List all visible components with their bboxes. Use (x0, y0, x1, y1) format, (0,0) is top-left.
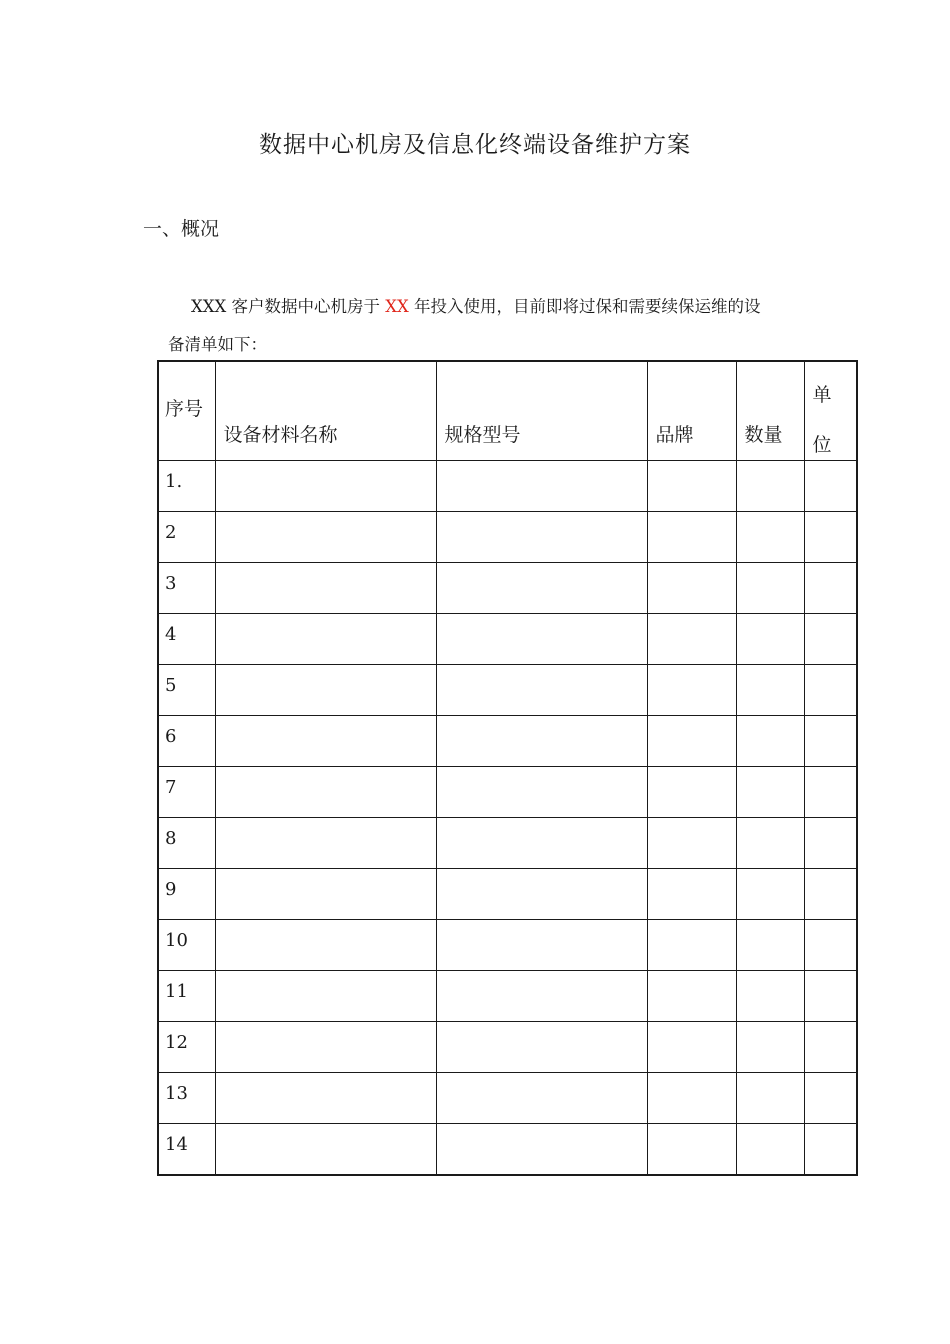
header-model: 规格型号 (436, 361, 647, 461)
cell-name[interactable] (215, 563, 436, 614)
cell-unit[interactable] (804, 1022, 857, 1073)
header-equipment-name: 设备材料名称 (215, 361, 436, 461)
cell-qty[interactable] (736, 818, 804, 869)
cell-brand[interactable] (647, 1124, 736, 1176)
cell-model-text (437, 971, 647, 981)
intro-year-placeholder: XX (385, 297, 409, 316)
table-row (158, 767, 857, 818)
cell-seq-text: 11 (165, 981, 188, 1002)
table-row (158, 563, 857, 614)
cell-brand-text (648, 1124, 736, 1134)
header-quantity: 数量 (736, 361, 804, 461)
cell-name-text (216, 767, 436, 777)
cell-name[interactable] (215, 920, 436, 971)
cell-name-text (216, 461, 436, 471)
cell-model[interactable] (436, 767, 647, 818)
cell-seq[interactable] (158, 1022, 215, 1073)
cell-model-text (437, 818, 647, 828)
cell-model-text (437, 614, 647, 624)
cell-seq-text: 6 (165, 726, 177, 747)
cell-model[interactable] (436, 614, 647, 665)
cell-brand[interactable] (647, 665, 736, 716)
cell-seq-text: 10 (165, 930, 188, 951)
cell-brand[interactable] (647, 920, 736, 971)
cell-model-text (437, 1022, 647, 1032)
cell-unit-text (805, 818, 857, 828)
cell-brand-text (648, 665, 736, 675)
header-brand: 品牌 (647, 361, 736, 461)
cell-name[interactable] (215, 1073, 436, 1124)
cell-seq-text: 5 (165, 675, 177, 696)
cell-brand[interactable] (647, 1022, 736, 1073)
cell-unit-text (805, 1022, 857, 1032)
cell-qty-text (737, 1124, 804, 1134)
cell-qty-text (737, 614, 804, 624)
cell-model[interactable] (436, 461, 647, 512)
table-body (158, 461, 857, 1176)
cell-unit-text (805, 767, 857, 777)
cell-brand-text (648, 1022, 736, 1032)
cell-unit[interactable] (804, 665, 857, 716)
cell-model-text (437, 1124, 647, 1134)
cell-unit[interactable] (804, 614, 857, 665)
document-title: 数据中心机房及信息化终端设备维护方案 (259, 132, 691, 158)
cell-qty-text (737, 920, 804, 930)
cell-model-text (437, 920, 647, 930)
cell-qty-text (737, 1073, 804, 1083)
cell-seq[interactable] (158, 767, 215, 818)
table-row (158, 716, 857, 767)
cell-name-text (216, 920, 436, 930)
cell-seq[interactable] (158, 818, 215, 869)
cell-seq[interactable] (158, 920, 215, 971)
cell-name[interactable] (215, 971, 436, 1022)
table-row (158, 1022, 857, 1073)
cell-name-text (216, 869, 436, 879)
cell-qty[interactable] (736, 767, 804, 818)
cell-model-text (437, 665, 647, 675)
cell-unit-text (805, 920, 857, 930)
cell-brand[interactable] (647, 614, 736, 665)
cell-seq[interactable] (158, 1124, 215, 1176)
cell-unit[interactable] (804, 920, 857, 971)
header-seq: 序号 (158, 361, 215, 461)
equipment-table (157, 360, 858, 1176)
cell-qty[interactable] (736, 461, 804, 512)
cell-model-text (437, 512, 647, 522)
table-row (158, 869, 857, 920)
cell-brand-text (648, 614, 736, 624)
cell-name-text (216, 716, 436, 726)
cell-qty-text (737, 869, 804, 879)
intro-paragraph-line-2: 备清单如下： (168, 335, 267, 354)
cell-name[interactable] (215, 869, 436, 920)
cell-name[interactable] (215, 461, 436, 512)
cell-seq-text: 1. (165, 471, 183, 492)
cell-unit[interactable] (804, 767, 857, 818)
section-heading-overview: 一、概况 (143, 218, 220, 240)
table-row (158, 971, 857, 1022)
cell-seq[interactable] (158, 512, 215, 563)
cell-model-text (437, 716, 647, 726)
cell-brand-text (648, 461, 736, 471)
cell-qty-text (737, 971, 804, 981)
cell-qty-text (737, 818, 804, 828)
cell-seq[interactable] (158, 716, 215, 767)
cell-name[interactable] (215, 716, 436, 767)
cell-brand[interactable] (647, 563, 736, 614)
cell-unit[interactable] (804, 563, 857, 614)
cell-name-text (216, 1073, 436, 1083)
cell-seq[interactable] (158, 461, 215, 512)
cell-model[interactable] (436, 512, 647, 563)
cell-brand[interactable] (647, 971, 736, 1022)
cell-unit-text (805, 971, 857, 981)
cell-unit-text (805, 512, 857, 522)
cell-model[interactable] (436, 869, 647, 920)
cell-brand-text (648, 563, 736, 573)
cell-model-text (437, 767, 647, 777)
cell-name-text (216, 1022, 436, 1032)
cell-name-text (216, 512, 436, 522)
cell-qty-text (737, 1022, 804, 1032)
cell-seq[interactable] (158, 869, 215, 920)
cell-qty[interactable] (736, 869, 804, 920)
cell-seq-text: 8 (165, 828, 177, 849)
cell-seq-text: 3 (165, 573, 177, 594)
cell-name[interactable] (215, 767, 436, 818)
table-row (158, 461, 857, 512)
cell-brand-text (648, 869, 736, 879)
cell-name[interactable] (215, 614, 436, 665)
cell-qty[interactable] (736, 920, 804, 971)
table-row (158, 1073, 857, 1124)
cell-seq-text: 7 (165, 777, 177, 798)
cell-model-text (437, 563, 647, 573)
cell-brand[interactable] (647, 1073, 736, 1124)
cell-qty-text (737, 716, 804, 726)
cell-brand[interactable] (647, 767, 736, 818)
cell-brand-text (648, 716, 736, 726)
table-row (158, 920, 857, 971)
cell-qty-text (737, 563, 804, 573)
cell-brand-text (648, 512, 736, 522)
cell-name-text (216, 818, 436, 828)
cell-seq-text: 14 (165, 1134, 188, 1155)
cell-qty-text (737, 461, 804, 471)
cell-seq-text: 2 (165, 522, 177, 543)
cell-name-text (216, 971, 436, 981)
table-row (158, 665, 857, 716)
cell-brand-text (648, 1073, 736, 1083)
cell-qty-text (737, 512, 804, 522)
cell-unit[interactable] (804, 512, 857, 563)
cell-brand-text (648, 971, 736, 981)
cell-seq-text: 13 (165, 1083, 188, 1104)
cell-seq[interactable] (158, 563, 215, 614)
cell-unit-text (805, 614, 857, 624)
table-row (158, 1124, 857, 1176)
cell-model-text (437, 869, 647, 879)
cell-brand[interactable] (647, 461, 736, 512)
header-unit: 单 位 (804, 361, 857, 461)
cell-seq[interactable] (158, 665, 215, 716)
cell-unit-text (805, 869, 857, 879)
cell-qty[interactable] (736, 512, 804, 563)
cell-model[interactable] (436, 1073, 647, 1124)
cell-brand[interactable] (647, 818, 736, 869)
cell-qty[interactable] (736, 665, 804, 716)
cell-qty-text (737, 767, 804, 777)
table-row (158, 614, 857, 665)
cell-unit[interactable] (804, 1124, 857, 1176)
cell-name-text (216, 614, 436, 624)
cell-model[interactable] (436, 563, 647, 614)
cell-qty[interactable] (736, 1073, 804, 1124)
cell-brand[interactable] (647, 512, 736, 563)
cell-seq[interactable] (158, 1073, 215, 1124)
table-header-row (158, 361, 857, 461)
cell-name[interactable] (215, 1124, 436, 1176)
cell-brand-text (648, 920, 736, 930)
cell-brand[interactable] (647, 869, 736, 920)
cell-unit-text (805, 665, 857, 675)
cell-model[interactable] (436, 716, 647, 767)
cell-unit[interactable] (804, 869, 857, 920)
cell-unit-text (805, 716, 857, 726)
cell-model-text (437, 1073, 647, 1083)
cell-name-text (216, 563, 436, 573)
cell-model-text (437, 461, 647, 471)
cell-unit[interactable] (804, 971, 857, 1022)
cell-model[interactable] (436, 665, 647, 716)
intro-paragraph-line-1 (191, 293, 861, 317)
cell-model[interactable] (436, 1022, 647, 1073)
cell-seq[interactable] (158, 614, 215, 665)
intro-suffix: 年投入使用，目前即将过保和需要续保运维的设 (408, 297, 761, 316)
cell-unit[interactable] (804, 818, 857, 869)
cell-model[interactable] (436, 818, 647, 869)
cell-brand-text (648, 767, 736, 777)
cell-seq[interactable] (158, 971, 215, 1022)
cell-name[interactable] (215, 512, 436, 563)
cell-unit-text (805, 1124, 857, 1134)
intro-prefix: XXX 客户数据中心机房于 (191, 297, 386, 316)
cell-name-text (216, 665, 436, 675)
cell-qty[interactable] (736, 716, 804, 767)
cell-unit-text (805, 563, 857, 573)
cell-qty[interactable] (736, 1022, 804, 1073)
table-row (158, 818, 857, 869)
cell-qty[interactable] (736, 614, 804, 665)
cell-seq-text: 4 (165, 624, 177, 645)
cell-unit[interactable] (804, 716, 857, 767)
cell-name[interactable] (215, 1022, 436, 1073)
cell-qty[interactable] (736, 1124, 804, 1176)
cell-unit[interactable] (804, 1073, 857, 1124)
cell-model[interactable] (436, 920, 647, 971)
cell-brand-text (648, 818, 736, 828)
cell-model[interactable] (436, 971, 647, 1022)
cell-model[interactable] (436, 1124, 647, 1176)
cell-name[interactable] (215, 665, 436, 716)
cell-unit-text (805, 1073, 857, 1083)
cell-seq-text: 12 (165, 1032, 188, 1053)
cell-seq-text: 9 (165, 879, 177, 900)
cell-name[interactable] (215, 818, 436, 869)
table-row (158, 512, 857, 563)
cell-qty[interactable] (736, 971, 804, 1022)
cell-qty[interactable] (736, 563, 804, 614)
cell-name-text (216, 1124, 436, 1134)
cell-qty-text (737, 665, 804, 675)
cell-brand[interactable] (647, 716, 736, 767)
